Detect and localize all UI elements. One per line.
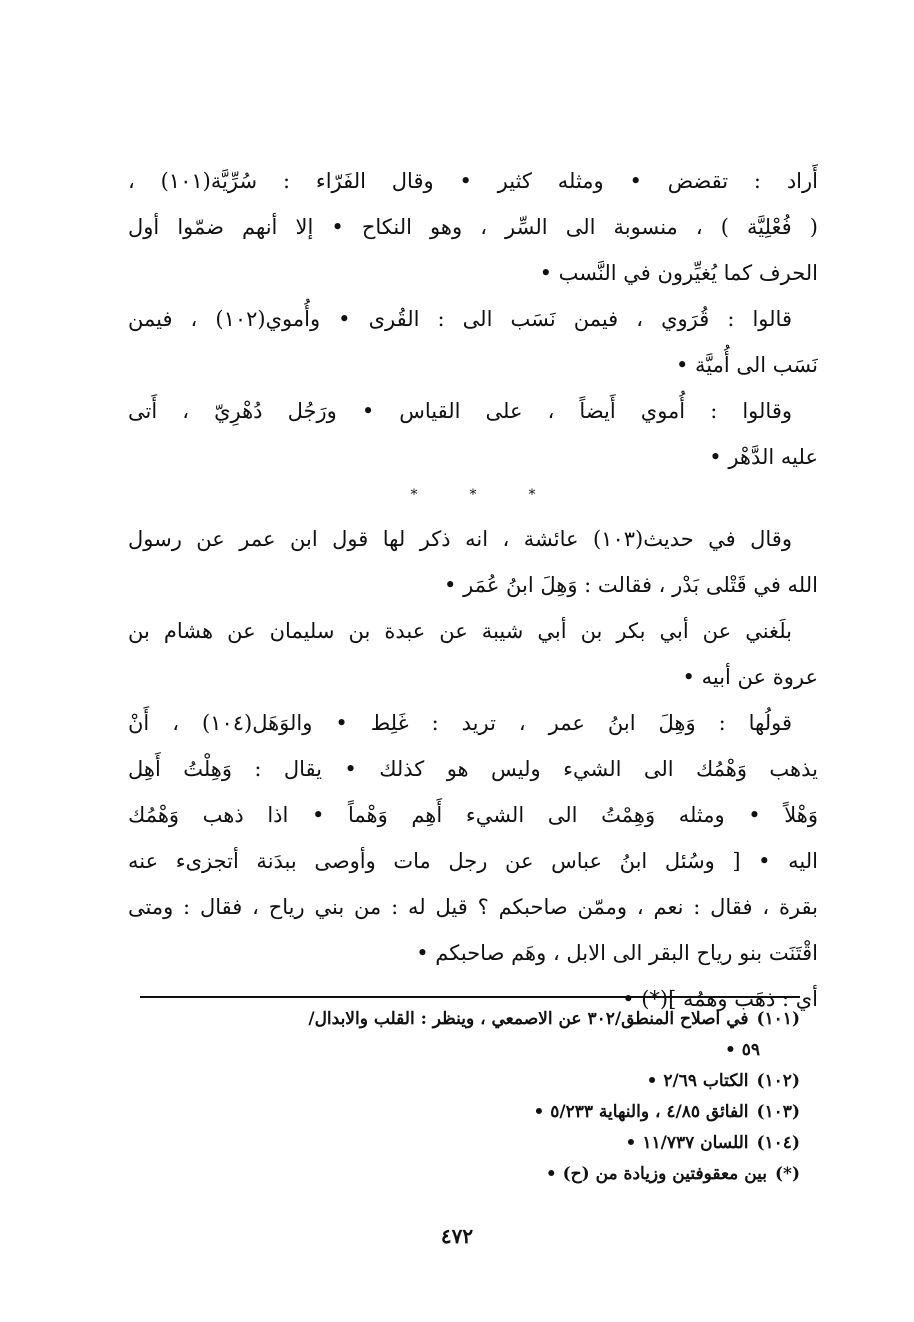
footnote [150, 1097, 800, 1128]
text-line: قولُها : وَهِلَ ابنُ عمر ، تريد : غَلِط • والوَهَل(١٠٤) ، أَنْ [128, 711, 792, 735]
text-line: الحرف كما يُغيِّرون في النَّسب • [539, 261, 818, 285]
text-line: بقرة ، فقال : نعم ، وممّن صاحبكم ؟ قيل له : من بني رياح ، فقال : ومتى [128, 895, 818, 919]
text-line: عروة عن أبيه • [682, 665, 818, 689]
footnote-text: اللسان ١١/٧٣٧ • [625, 1133, 749, 1153]
footnote-number: (١٠٤) [756, 1133, 800, 1153]
text-line: يذهب وَهْمُك الى الشيء وليس هو كذلك • يقال : وَهِلْتُ أَهِل [128, 757, 818, 781]
main-text [128, 158, 818, 1022]
text-line: وَهْلاً • ومثله وَهِمْتُ الى الشيء أَهِم وَهْماً • اذا ذهب وَهْمُك [128, 803, 818, 827]
text-line: الله في قَتْلى بَدْر ، فقالت : وَهِلَ ابنُ عُمَر • [444, 573, 818, 597]
footnote-number: (١٠٢) [756, 1071, 800, 1091]
text-line: عليه الدَّهْر • [709, 445, 818, 469]
text-line: اليه • [ وسُئل ابنُ عباس عن رجل مات وأوصى ببدَنة أتجزىء عنه [128, 849, 818, 873]
footnote-text: الفائق ٤/٨٥ ، والنهاية ٥/٢٣٣ • [533, 1102, 749, 1122]
footnote-text: الكتاب ٢/٦٩ • [646, 1071, 749, 1091]
separator-star: * [469, 487, 477, 503]
footnote-number: (١٠١) [756, 1009, 800, 1029]
section-separator [128, 474, 818, 516]
text-line: أَراد : تقضض • ومثله كثير • وقال الفَرّاء : سُرِّيَّة(١٠١) ، [128, 169, 818, 193]
footnote-text: بين معقوفتين وزيادة من (ح) • [545, 1164, 768, 1184]
footnote [150, 1159, 800, 1190]
footnote [150, 1004, 800, 1035]
separator-star: * [410, 487, 418, 503]
text-line: وقالوا : أُموي أَيضاً ، على القياس • ورَجُل دُهْرِيّ ، أَتى [128, 399, 792, 423]
footnote-text: ٥٩ • [724, 1040, 760, 1060]
footnote-number: (١٠٣) [756, 1102, 800, 1122]
footnotes [150, 1004, 800, 1190]
footnote-number: (*) [775, 1164, 800, 1184]
footnote-divider [140, 996, 800, 998]
footnote-text: في اصلاح المنطق/٣٠٢ عن الاصمعي ، وينظر : القلب والابدال/ [308, 1009, 749, 1029]
page-number: ٤٧٢ [440, 1224, 474, 1248]
separator-star: * [528, 487, 536, 503]
footnote-continuation [150, 1035, 800, 1066]
text-line: قالوا : قُرَوي ، فيمن نَسَب الى : القُرى • وأُموي(١٠٢) ، فيمن [128, 307, 792, 331]
text-line: وقال في حديث(١٠٣) عائشة ، انه ذكر لها قول ابن عمر عن رسول [128, 527, 792, 551]
text-line: أي : ذهَب وهمُه ](*) • [622, 987, 818, 1011]
footnote [150, 1128, 800, 1159]
text-line: بلَغني عن أبي بكر بن أبي شيبة عن عبدة بن سليمان عن هشام بن [128, 619, 792, 643]
footnote [150, 1066, 800, 1097]
text-line: اقْتَنَت بنو رياح البقر الى الابل ، وهَم صاحبكم • [416, 941, 818, 965]
text-line: نَسَب الى أُميَّة • [675, 353, 818, 377]
text-line: ( فُعْلِيَّة ) ، منسوبة الى السِّر ، وهو النكاح • إلا أنهم ضمّوا أول [128, 215, 818, 239]
